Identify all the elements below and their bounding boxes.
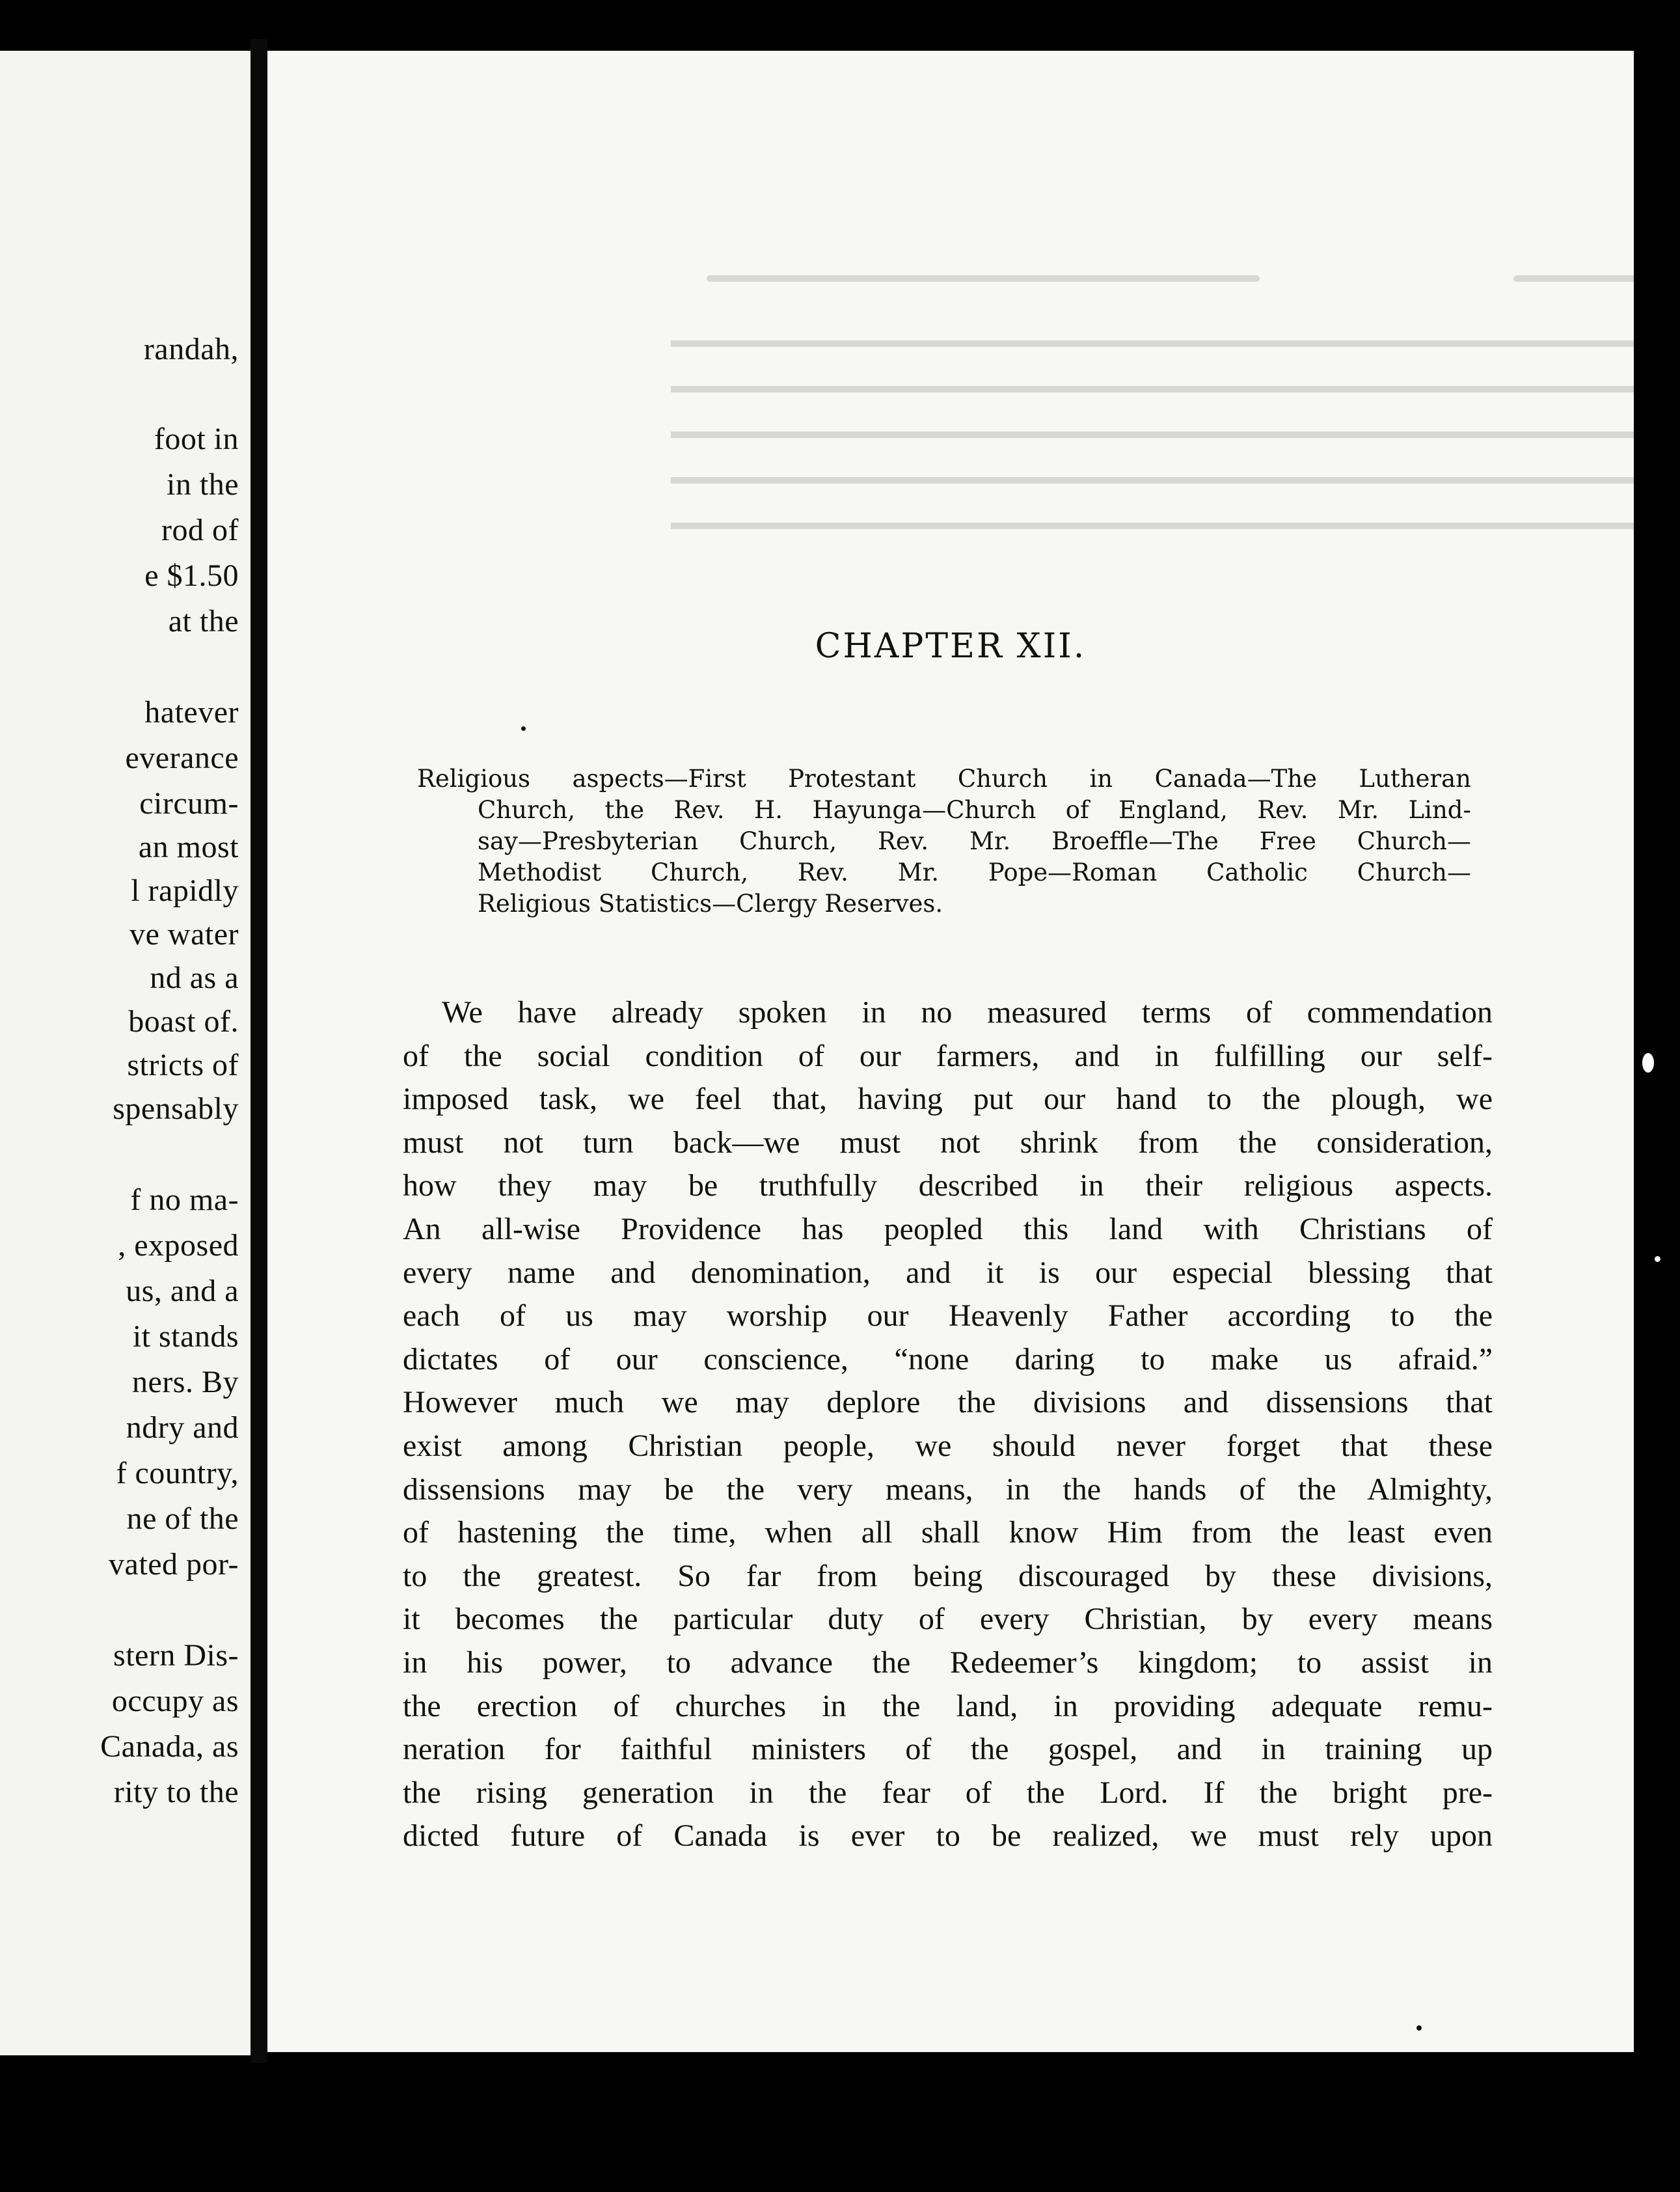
left-line: f country, [116,1456,239,1490]
body-line: every name and denomination, and it is our especial blessing that [403,1255,1493,1290]
body-line: the rising generation in the fear of the Lord. If the bright pre- [403,1775,1493,1810]
body-line: of hastening the time, when all shall know Him from the least even [403,1515,1493,1550]
summary-line: Religious aspects—First Protestant Church in Canada—The Lutheran [417,765,1471,793]
body-line: of the social condition of our farmers, and in fulfilling our self- [403,1038,1493,1073]
body-line: in his power, to advance the Redeemer’s kingdom; to assist in [403,1645,1493,1680]
left-page-fragment [0,51,251,2055]
left-line: stern Dis- [113,1638,239,1673]
left-line: randah, [143,332,239,366]
left-line: ndry and [126,1410,239,1445]
left-line: everance [125,741,239,775]
left-line: foot in [154,422,239,456]
left-line: ners. By [132,1365,239,1399]
left-line: ve water [129,917,239,952]
body-line: it becomes the particular duty of every Christian, by every means [403,1602,1493,1637]
body-line: dicted future of Canada is ever to be realized, we must rely upon [403,1818,1493,1854]
body-line: imposed task, we feel that, having put our hand to the plough, we [403,1082,1493,1117]
body-line: dissensions may be the very means, in the hands of the Almighty, [403,1472,1493,1507]
left-line: stricts of [127,1048,239,1082]
body-line: An all-wise Providence has peopled this land with Christians of [403,1211,1493,1246]
left-line: us, and a [126,1274,239,1308]
chapter-title: CHAPTER XII. [815,627,1087,666]
body-line: the erection of churches in the land, in providing adequate remu- [403,1688,1493,1723]
body-line: must not turn back—we must not shrink from the consideration, [403,1125,1493,1160]
left-line: at the [168,604,239,638]
left-line: boast of. [128,1004,239,1039]
left-line: in the [167,467,239,502]
bleed-through-texture [671,266,1634,545]
left-line: it stands [132,1319,239,1354]
left-line: hatever [144,695,239,730]
left-line: f no ma- [130,1183,239,1217]
scan-speck [1416,2025,1422,2031]
summary-line: Methodist Church, Rev. Mr. Pope—Roman Catholic Church— [478,858,1471,886]
summary-line: Church, the Rev. H. Hayunga—Church of England, Rev. Mr. Lind- [478,796,1471,824]
body-line: each of us may worship our Heavenly Father according to the [403,1298,1493,1334]
summary-line: Religious Statistics—Clergy Reserves. [478,890,943,918]
body-text [403,991,1493,1858]
left-line: ne of the [126,1501,239,1536]
left-line: vated por- [109,1547,239,1582]
page-gutter [251,39,267,2063]
body-line: to the greatest. So far from being discouraged by these divisions, [403,1558,1493,1593]
right-page [267,51,1634,2052]
left-line: l rapidly [131,873,239,908]
left-line: rod of [161,513,239,547]
bleed-through-lines [671,266,1634,539]
scan-speck [1642,1053,1654,1073]
left-line: circum- [139,786,239,821]
body-line: how they may be truthfully described in their religious aspects. [403,1168,1493,1203]
body-line: dictates of our conscience, “none daring to make us afraid.” [403,1341,1493,1377]
body-line: However much we may deplore the divisions and dissensions that [403,1385,1493,1420]
body-line: We have already spoken in no measured terms of commendation [442,995,1493,1030]
left-line: nd as a [150,961,239,995]
chapter-summary [417,763,1471,920]
scan-speck [521,726,526,731]
left-line: , exposed [118,1228,239,1263]
left-line: an most [138,830,239,864]
left-line: e $1.50 [144,558,239,593]
body-line: neration for faithful ministers of the gospel, and in training up [403,1732,1493,1767]
left-line: spensably [113,1091,239,1126]
summary-line: say—Presbyterian Church, Rev. Mr. Broeffle—The Free Church— [478,827,1471,855]
body-line: exist among Christian people, we should never forget that these [403,1428,1493,1463]
scan-speck [1655,1256,1660,1262]
left-line: Canada, as [100,1729,239,1764]
left-line: occupy as [111,1684,239,1718]
left-line: rity to the [113,1775,239,1809]
